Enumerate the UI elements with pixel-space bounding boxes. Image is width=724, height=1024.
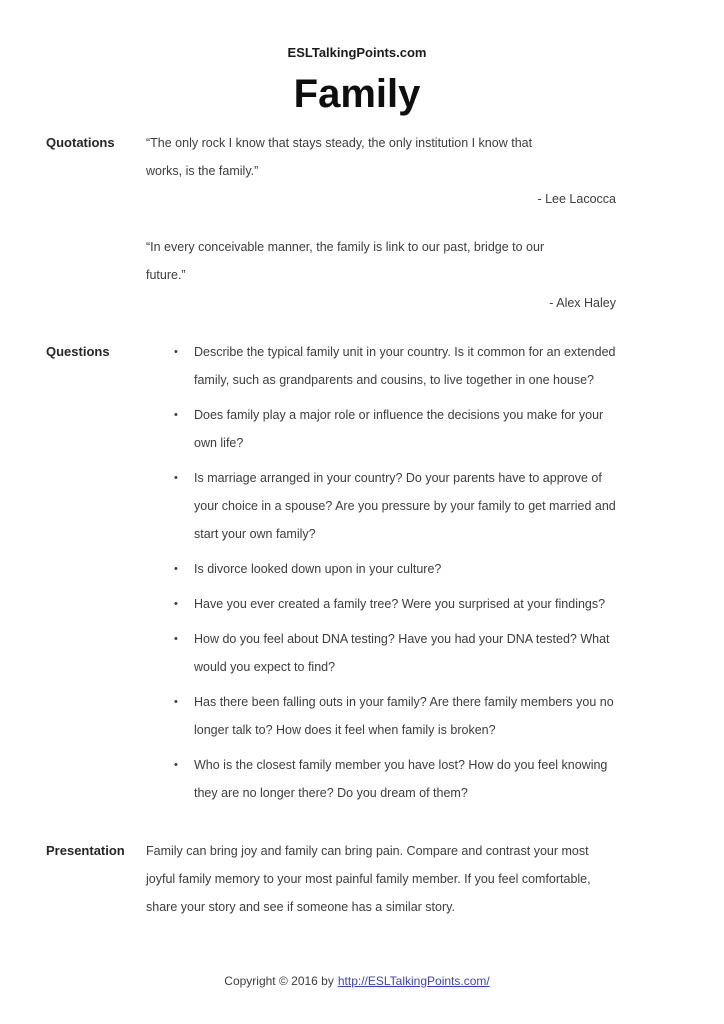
quote-attribution: - Lee Lacocca (537, 192, 616, 206)
section-questions (46, 338, 668, 814)
bullet-icon: • (174, 563, 178, 575)
copyright-text: Copyright © 2016 by (224, 974, 334, 988)
presentation-line: Family can bring joy and family can bring pain. Compare and contrast your most (146, 844, 589, 858)
questions-content (146, 338, 668, 814)
question-item (146, 590, 668, 618)
quote-line: “In every conceivable manner, the family is link to our past, bridge to our (146, 240, 545, 254)
question-line: family, such as grandparents and cousins, to live together in one house? (194, 373, 595, 387)
bullet-icon: • (174, 633, 178, 645)
question-text (194, 555, 668, 583)
quote-attribution: - Alex Haley (549, 296, 616, 310)
question-item (146, 464, 668, 548)
question-line: they are no longer there? Do you dream of them? (194, 786, 468, 800)
quotations-content (146, 129, 668, 338)
quote-block (146, 233, 668, 317)
question-text (194, 338, 668, 394)
presentation-line: joyful family memory to your most painful family member. If you feel comfortable, (146, 872, 591, 886)
question-text (194, 401, 668, 457)
question-line: Is divorce looked down upon in your culture? (194, 562, 442, 576)
question-text (194, 464, 668, 548)
question-line: Describe the typical family unit in your country. Is it common for an extended (194, 345, 616, 359)
footer (46, 973, 668, 989)
quote-line: “The only rock I know that stays steady, the only institution I know that (146, 136, 533, 150)
question-line: would you expect to find? (194, 660, 336, 674)
question-item (146, 625, 668, 681)
bullet-icon: • (174, 346, 178, 358)
question-item (146, 688, 668, 744)
question-line: your choice in a spouse? Are you pressure by your family to get married and (194, 499, 616, 513)
section-presentation (46, 837, 668, 921)
question-item (146, 751, 668, 807)
quote-line: future.” (146, 268, 186, 282)
question-line: Who is the closest family member you have lost? How do you feel knowing (194, 758, 608, 772)
question-line: Has there been falling outs in your family? Are there family members you no (194, 695, 614, 709)
question-text (194, 751, 668, 807)
bullet-icon: • (174, 759, 178, 771)
question-list (146, 338, 668, 807)
presentation-line: share your story and see if someone has a similar story. (146, 900, 455, 914)
presentation-content (146, 837, 668, 921)
presentation-label: Presentation (46, 843, 125, 858)
page-title: Family (293, 72, 421, 116)
footer-link[interactable]: http://ESLTalkingPoints.com/ (337, 974, 490, 988)
quote-line: works, is the family.” (146, 164, 259, 178)
question-line: Is marriage arranged in your country? Do your parents have to approve of (194, 471, 602, 485)
bullet-icon: • (174, 472, 178, 484)
question-line: Have you ever created a family tree? Were you surprised at your findings? (194, 597, 606, 611)
question-text (194, 688, 668, 744)
question-line: How do you feel about DNA testing? Have you had your DNA tested? What (194, 632, 610, 646)
quote-block (146, 129, 668, 213)
bullet-icon: • (174, 598, 178, 610)
section-quotations (46, 129, 668, 338)
question-item (146, 338, 668, 394)
question-line: Does family play a major role or influence the decisions you make for your (194, 408, 604, 422)
question-line: start your own family? (194, 527, 316, 541)
question-text (194, 590, 668, 618)
quotations-label: Quotations (46, 135, 115, 150)
question-text (194, 625, 668, 681)
question-item (146, 401, 668, 457)
bullet-icon: • (174, 696, 178, 708)
bullet-icon: • (174, 409, 178, 421)
question-line: longer talk to? How does it feel when family is broken? (194, 723, 496, 737)
question-line: own life? (194, 436, 244, 450)
question-item (146, 555, 668, 583)
questions-label: Questions (46, 344, 110, 359)
site-header: ESLTalkingPoints.com (287, 45, 427, 60)
